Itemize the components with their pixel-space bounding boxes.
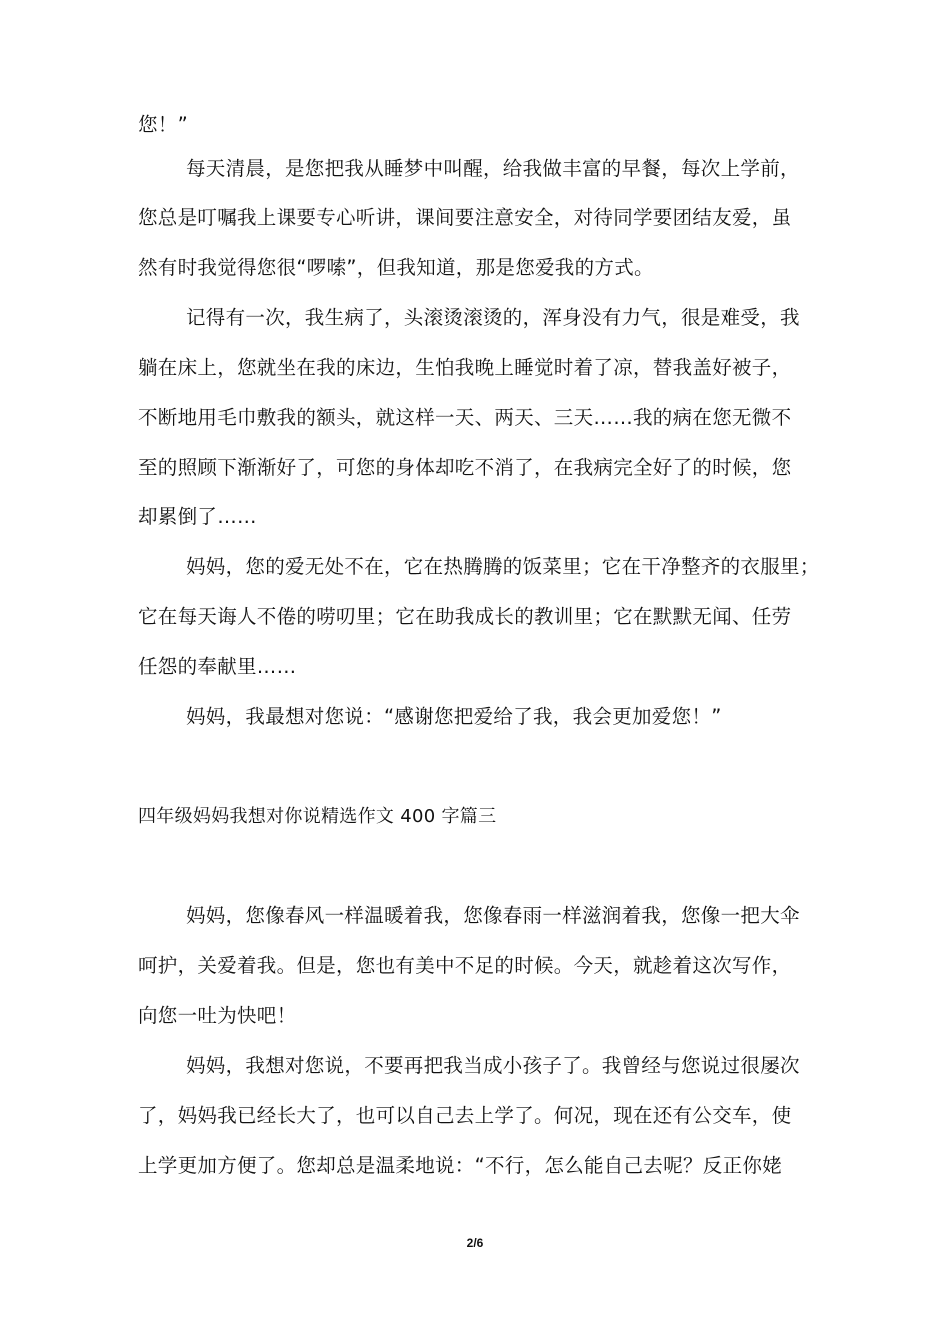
paragraph-line: 记得有一次，我生病了，头滚烫滚烫的，浑身没有力气，很是难受，我: [186, 306, 800, 329]
paragraph-line: 任怨的奉献里……: [138, 655, 297, 678]
paragraph-line: 妈妈，我想对您说，不要再把我当成小孩子了。我曾经与您说过很屡次: [186, 1054, 800, 1077]
paragraph-line: 却累倒了……: [138, 505, 257, 528]
paragraph-line: 每天清晨，是您把我从睡梦中叫醒，给我做丰富的早餐，每次上学前，: [186, 157, 800, 180]
paragraph-line: 妈妈，您的爱无处不在，它在热腾腾的饭菜里；它在干净整齐的衣服里；: [186, 555, 820, 578]
paragraph-line: 呵护，关爱着我。但是，您也有美中不足的时候。今天，就趁着这次写作，: [138, 954, 792, 977]
paragraph-line: 它在每天诲人不倦的唠叨里；它在助我成长的教训里；它在默默无闻、任劳: [138, 605, 792, 628]
paragraph-line: 不断地用毛巾敷我的额头，就这样一天、两天、三天……我的病在您无微不: [138, 406, 792, 429]
paragraph-line: 您总是叮嘱我上课要专心听讲，课间要注意安全，对待同学要团结友爱，虽: [138, 206, 792, 229]
paragraph-line: 躺在床上，您就坐在我的床边，生怕我晚上睡觉时着了凉，替我盖好被子，: [138, 356, 792, 379]
paragraph-line: 然有时我觉得您很“啰嗦”，但我知道，那是您爱我的方式。: [138, 256, 654, 279]
paragraph-line: 妈妈，您像春风一样温暖着我，您像春雨一样滋润着我，您像一把大伞: [186, 904, 800, 927]
paragraph-line: 至的照顾下渐渐好了，可您的身体却吃不消了，在我病完全好了的时候，您: [138, 456, 792, 479]
paragraph-line: 妈妈，我最想对您说：“感谢您把爱给了我，我会更加爱您！”: [186, 705, 722, 728]
section-heading: 四年级妈妈我想对你说精选作文 400 字篇三: [138, 806, 497, 827]
page-number: 2/6: [466, 1236, 484, 1250]
paragraph-line: 上学更加方便了。您却总是温柔地说：“不行，怎么能自己去呢？反正你姥: [138, 1154, 783, 1177]
paragraph-line: 向您一吐为快吧！: [138, 1004, 297, 1027]
paragraph-line: 了，妈妈我已经长大了，也可以自己去上学了。何况，现在还有公交车，使: [138, 1104, 792, 1127]
paragraph-line: 您！”: [138, 113, 189, 136]
